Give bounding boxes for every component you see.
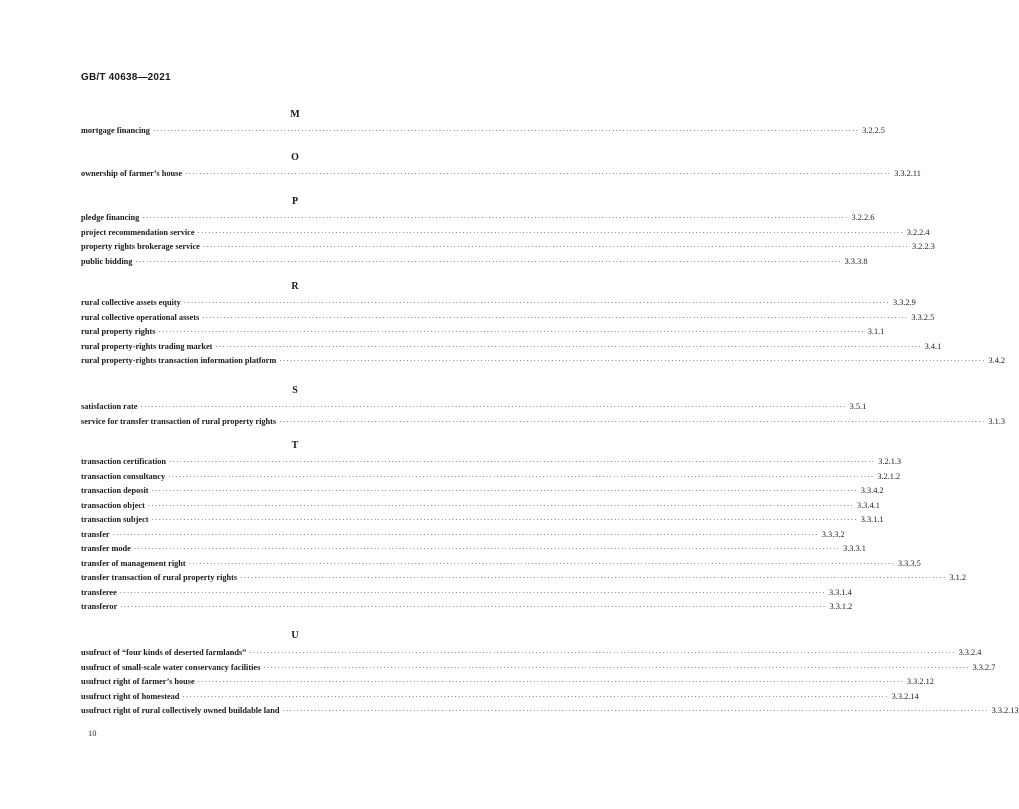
dot-leader: ········································································································································································································ (112, 530, 819, 539)
dot-leader: ········································································································································································································ (249, 649, 956, 657)
dot-leader: ········································································································································································································ (120, 603, 827, 611)
index-term: satisfaction rate (81, 402, 138, 411)
dot-leader: ········································································································································································································ (133, 545, 841, 553)
dot-leader: ········································································································································································································ (215, 342, 922, 351)
index-letter-o: O (291, 152, 299, 163)
index-entry (81, 529, 845, 541)
clause-reference: 3.4.2 (988, 356, 1006, 365)
clause-reference: 3.3.1.4 (829, 587, 852, 597)
dot-leader: ········································································································································································································ (197, 228, 904, 237)
index-entry (81, 558, 921, 570)
index-term: transaction certification (81, 457, 167, 466)
dot-leader: ········································································································································································································ (135, 257, 842, 266)
index-entry (81, 485, 884, 497)
clause-reference: 3.3.2.11 (894, 169, 921, 178)
index-term: transfer mode (81, 544, 131, 553)
clause-reference: 3.5.1 (849, 402, 867, 411)
index-term: usufruct of small-scale water conservancy facilities (81, 662, 261, 672)
clause-reference: 3.2.2.3 (912, 242, 935, 251)
index-entry (81, 587, 852, 599)
index-term: rural property-rights trading market (81, 341, 213, 351)
dot-leader: ········································································································································································································ (240, 574, 947, 582)
index-term: rural property-rights transaction information platform (81, 356, 277, 365)
index-term: rural collective operational assets (81, 312, 200, 322)
clause-reference: 3.2.2.6 (851, 213, 875, 222)
index-entry (81, 416, 1005, 428)
index-entry (81, 500, 880, 512)
index-entry (81, 572, 966, 584)
clause-reference: 3.3.2.14 (891, 691, 919, 701)
dot-leader: ········································································································································································································ (169, 458, 876, 466)
index-term: usufruct right of homestead (81, 691, 180, 701)
index-entry (81, 125, 885, 137)
clause-reference: 3.3.3.5 (897, 558, 921, 568)
standard-header: GB/T 40638—2021 (81, 72, 171, 83)
index-term: pledge financing (81, 213, 140, 222)
clause-reference: 3.1.1 (867, 327, 885, 336)
index-letter-s: S (292, 385, 298, 396)
index-entry (81, 212, 875, 224)
index-letter-p: P (291, 196, 299, 207)
index-entry (81, 241, 935, 253)
index-term: transferee (81, 587, 117, 597)
clause-reference: 3.3.2.12 (906, 677, 934, 686)
clause-reference: 3.3.1.1 (860, 515, 884, 524)
index-entry (81, 543, 866, 555)
index-entry (81, 227, 930, 239)
clause-reference: 3.3.3.1 (843, 544, 866, 553)
index-term: transaction subject (81, 515, 149, 524)
dot-leader: ········································································································································································································ (188, 559, 895, 568)
index-entry (81, 676, 934, 688)
index-term: transaction deposit (81, 486, 149, 495)
index-entry (81, 341, 942, 353)
page-number: 10 (88, 728, 97, 738)
clause-reference: 3.1.3 (988, 416, 1005, 426)
index-letter-r: R (291, 281, 299, 292)
dot-leader: ········································································································································································································ (158, 328, 865, 336)
clause-reference: 3.2.2.5 (862, 126, 885, 135)
dot-leader: ········································································································································································································ (152, 127, 860, 135)
index-letter-t: T (291, 440, 299, 451)
clause-reference: 3.3.4.1 (857, 500, 880, 510)
clause-reference: 3.3.2.5 (911, 312, 935, 322)
index-entry (81, 326, 885, 338)
dot-leader: ········································································································································································································ (279, 357, 986, 365)
clause-reference: 3.1.2 (949, 573, 966, 582)
clause-reference: 3.3.3.2 (821, 529, 845, 539)
index-term: transfer transaction of rural property rights (81, 573, 238, 582)
index-entry (81, 355, 1006, 367)
index-letter-u: U (291, 630, 299, 641)
index-entry (81, 647, 982, 659)
dot-leader: ········································································································································································································ (197, 678, 904, 686)
index-term: transfer of management right (81, 558, 186, 568)
dot-leader: ········································································································································································································ (182, 692, 889, 701)
index-term: rural property rights (81, 327, 156, 336)
clause-reference: 3.2.1.2 (877, 471, 901, 481)
index-term: usufruct right of rural collectively owned buildable land (81, 706, 280, 715)
index-term: public bidding (81, 256, 133, 266)
index-entry (81, 705, 1019, 717)
clause-reference: 3.2.2.4 (906, 227, 930, 237)
dot-leader: ········································································································································································································ (282, 707, 989, 715)
dot-leader: ········································································································································································································ (147, 501, 855, 510)
index-entry (81, 256, 868, 268)
dot-leader: ········································································································································································································ (142, 214, 849, 222)
index-term: usufruct right of farmer’s house (81, 677, 195, 686)
index-term: rural collective assets equity (81, 298, 181, 307)
clause-reference: 3.4.1 (924, 341, 942, 351)
index-term: transferor (81, 602, 118, 611)
dot-leader: ········································································································································································································ (119, 588, 826, 597)
index-term: transfer (81, 529, 110, 539)
index-term: ownership of farmer’s house (81, 169, 183, 178)
clause-reference: 3.3.2.13 (991, 706, 1019, 715)
index-entry (81, 471, 901, 483)
dot-leader: ········································································································································································································ (202, 243, 910, 251)
dot-leader: ········································································································································································································ (185, 170, 892, 178)
clause-reference: 3.3.2.4 (958, 648, 982, 657)
dot-leader: ········································································································································································································ (151, 487, 858, 495)
index-entry (81, 297, 916, 309)
index-term: property rights brokerage service (81, 242, 200, 251)
index-term: project recommendation service (81, 227, 195, 237)
index-entry (81, 456, 902, 468)
clause-reference: 3.3.2.7 (972, 662, 996, 672)
index-entry (81, 662, 996, 674)
dot-leader: ········································································································································································································ (151, 516, 858, 524)
index-entry (81, 401, 867, 413)
index-term: usufruct of “four kinds of deserted farmlands” (81, 648, 247, 657)
clause-reference: 3.3.4.2 (860, 486, 884, 495)
dot-leader: ········································································································································································································ (183, 299, 890, 307)
index-entry (81, 514, 884, 526)
index-term: transaction consultancy (81, 471, 166, 481)
dot-leader: ········································································································································································································ (263, 663, 970, 672)
dot-leader: ········································································································································································································ (168, 472, 875, 481)
index-term: service for transfer transaction of rural property rights (81, 416, 277, 426)
index-term: transaction object (81, 500, 145, 510)
index-entry (81, 601, 853, 613)
dot-leader: ········································································································································································································ (202, 313, 909, 322)
index-letter-m: M (290, 109, 300, 120)
clause-reference: 3.3.2.9 (893, 298, 916, 307)
clause-reference: 3.2.1.3 (878, 457, 902, 466)
index-entry (81, 691, 919, 703)
index-entry (81, 168, 921, 180)
index-entry (81, 312, 935, 324)
dot-leader: ········································································································································································································ (140, 403, 847, 411)
clause-reference: 3.3.3.8 (844, 256, 868, 266)
index-term: mortgage financing (81, 126, 150, 135)
clause-reference: 3.3.1.2 (829, 602, 853, 611)
dot-leader: ········································································································································································································ (279, 417, 986, 426)
